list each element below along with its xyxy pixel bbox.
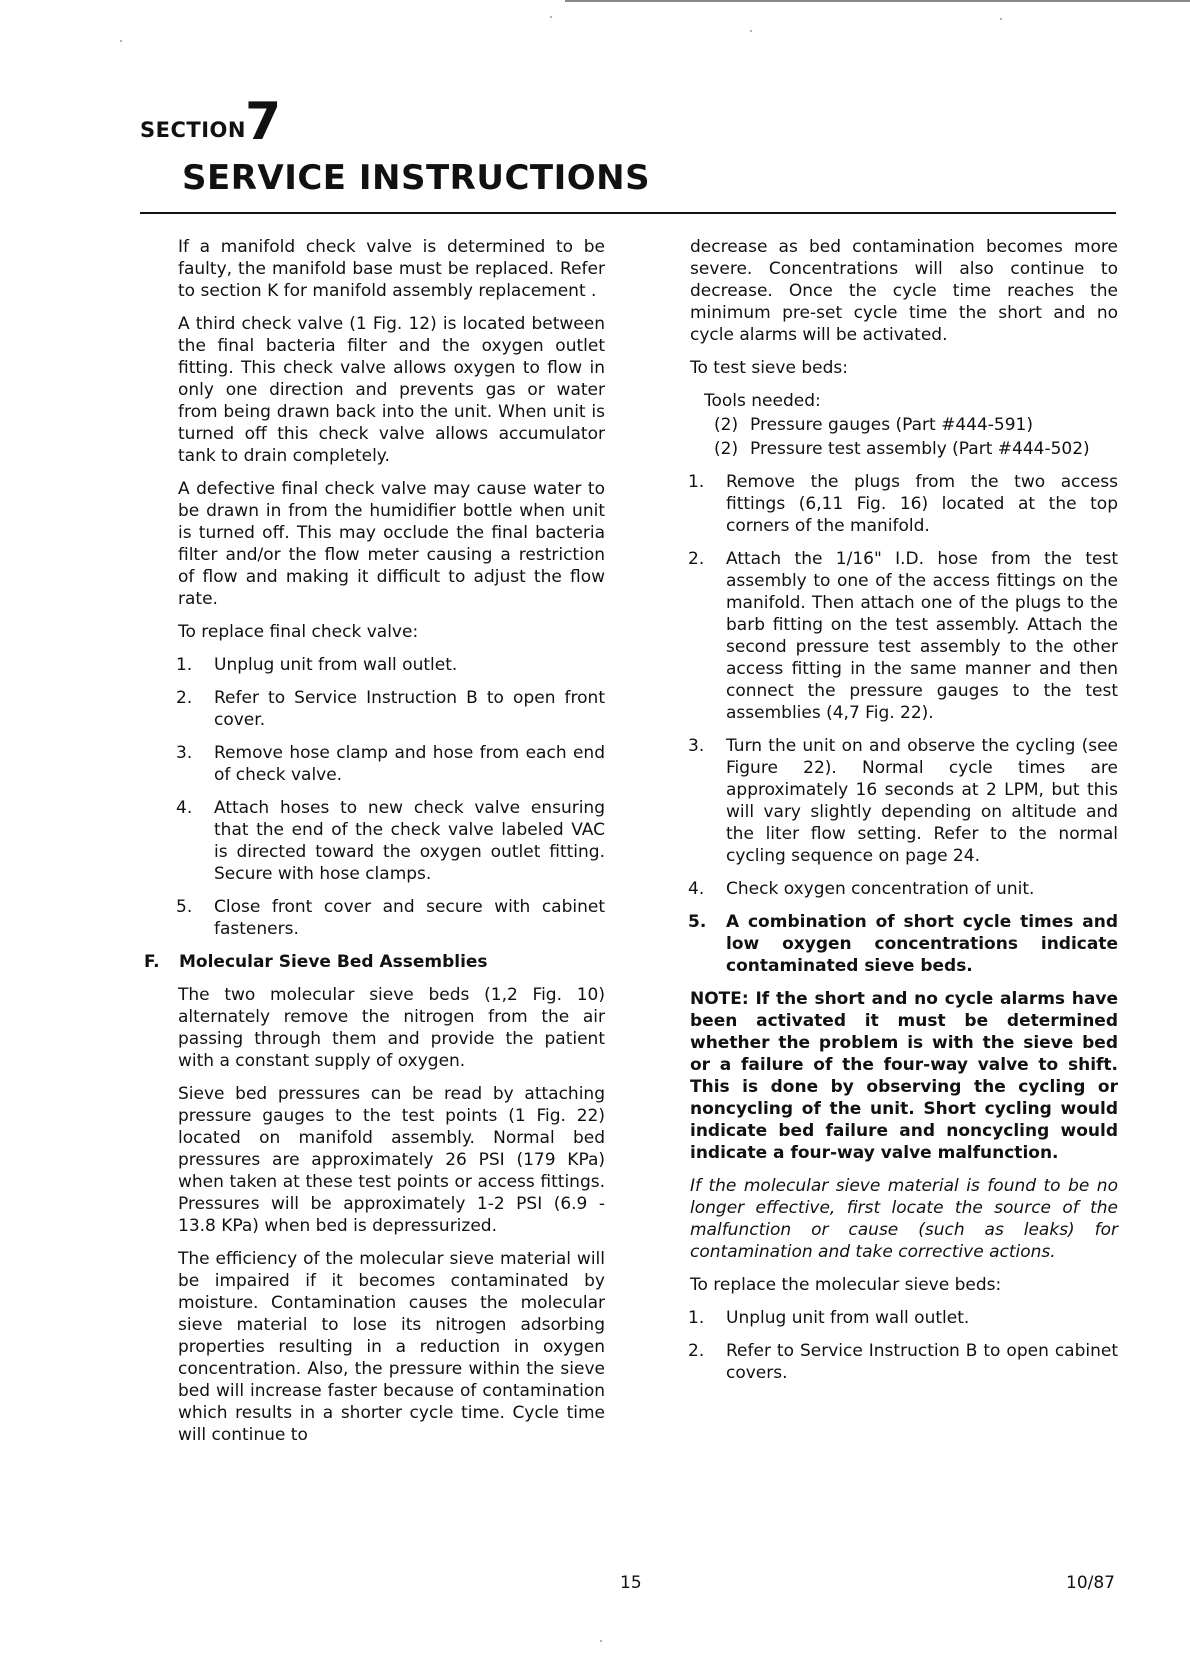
procedure-intro: To replace final check valve: [178,622,419,642]
list-item [690,911,1118,977]
procedure-intro: To test sieve beds: [690,358,848,378]
list-item [690,548,1118,724]
list-item [690,1340,1118,1384]
paragraph: A third check valve (1 Fig. 12) is located between the final bacteria filter and the oxygen outlet fitting. This check valve allows oxygen to flow in only one direction and prevents gas or water from being drawn back into the unit. When unit is turned off this check valve allows accumulator tank to drain completely. [178,314,605,466]
scan-speck [750,30,752,32]
scan-edge-line [565,0,1190,2]
subsection-title: Molecular Sieve Bed Assemblies [179,952,488,972]
paragraph: Sieve bed pressures can be read by attaching pressure gauges to the test points (1 Fig. 22) located on manifold assembly. Normal bed pressures are approximately 26 PSI (179 KPa) when taken at these test points or access fittings. Pressures will be approximately 1-2 PSI (6.9 - 13.8 KPa) when bed is depressurized. [178,1084,605,1236]
list-item [178,654,605,676]
list-item [178,687,605,731]
step-number: 1. [688,1308,705,1328]
procedure-intro: To replace the molecular sieve beds: [690,1275,1002,1295]
list-item [690,471,1118,537]
step-number: 4. [688,879,705,899]
page-number: 15 [620,1573,642,1593]
list-item [690,735,1118,867]
step-text: Turn the unit on and observe the cycling (see Figure 22). Normal cycle times are approximately 16 seconds at 2 LPM, but this will vary slightly depending on altitude and the liter flow setting. Refer to the normal cycling sequence on page 24. [726,736,1118,866]
header-divider [140,212,1116,214]
section-label: SECTION [140,118,246,142]
tool-item [714,438,1118,460]
tool-name: Pressure gauges (Part #444-591) [750,415,1033,435]
tool-name: Pressure test assembly (Part #444-502) [750,439,1090,459]
scan-speck [120,40,122,42]
tool-quantity: (2) [714,439,739,459]
step-text: Attach hoses to new check valve ensuring that the end of the check valve labeled VAC is directed toward the oxygen outlet fitting. Secure with hose clamps. [214,798,605,884]
tools-label: Tools needed: [704,391,821,411]
revision-date: 10/87 [1066,1573,1115,1593]
step-number: 3. [688,736,705,756]
step-text: Remove hose clamp and hose from each end of check valve. [214,743,605,785]
step-number: 2. [176,688,193,708]
step-number: 3. [176,743,193,763]
page-title: SERVICE INSTRUCTIONS [182,158,651,198]
paragraph: decrease as bed contamination becomes more severe. Concentrations will also continue to decrease. Once the cycle time reaches the minimum pre-set cycle time the short and no cycle alarms will be activated. [690,237,1118,345]
step-text: Check oxygen concentration of unit. [726,879,1035,899]
scan-speck [600,1640,602,1642]
step-text: Close front cover and secure with cabinet fasteners. [214,897,605,939]
subsection-heading [144,951,605,973]
step-text: Unplug unit from wall outlet. [214,655,458,675]
step-number: 2. [688,549,705,569]
left-column [144,236,605,1457]
right-column [690,236,1118,1395]
step-number: 5. [176,897,193,917]
paragraph: If the molecular sieve material is found to be no longer effective, first locate the source of the malfunction or cause (such as leaks) for contamination and take corrective actions. [690,1176,1118,1262]
list-item [690,878,1118,900]
paragraph: The efficiency of the molecular sieve material will be impaired if it becomes contaminated by moisture. Contamination causes the molecular sieve material to lose its nitrogen adsorbing properties resulting in a reduction in oxygen concentration. Also, the pressure within the sieve bed will increase faster because of contamination which results in a shorter cycle time. Cycle time will continue to [178,1249,605,1445]
paragraph: A defective final check valve may cause water to be drawn in from the humidifier bottle when unit is turned off. This may occlude the final bacteria filter and/or the flow meter causing a restriction of flow and making it difficult to adjust the flow rate. [178,479,605,609]
step-text: Refer to Service Instruction B to open cabinet covers. [726,1341,1118,1383]
step-text: Remove the plugs from the two access fittings (6,11 Fig. 16) located at the top corners of the manifold. [726,472,1118,536]
list-item [178,742,605,786]
tool-item [714,414,1118,436]
step-number: 1. [688,472,705,492]
step-text: A combination of short cycle times and low oxygen concentrations indicate contaminated sieve beds. [726,912,1118,976]
paragraph: The two molecular sieve beds (1,2 Fig. 10) alternately remove the nitrogen from the air passing through them and provide the patient with a constant supply of oxygen. [178,985,605,1071]
step-text: Unplug unit from wall outlet. [726,1308,970,1328]
paragraph: If a manifold check valve is determined to be faulty, the manifold base must be replaced. Refer to section K for manifold assembly replacement . [178,237,605,301]
list-item [178,896,605,940]
step-number: 4. [176,798,193,818]
list-item [690,1307,1118,1329]
subsection-letter: F. [144,952,160,972]
list-item [178,797,605,885]
scan-speck [550,16,552,18]
tool-quantity: (2) [714,415,739,435]
section-number: 7 [245,92,282,152]
scan-speck [1000,18,1002,20]
step-number: 2. [688,1341,705,1361]
step-text: Attach the 1/16" I.D. hose from the test assembly to one of the access fittings on the manifold. Then attach one of the plugs to the barb fitting on the test assembly. Attach the second pressure test assembly to the other access fitting in the same manner and then connect the pressure gauges to the test assemblies (4,7 Fig. 22). [726,549,1118,723]
note-callout: NOTE: If the short and no cycle alarms have been activated it must be determined whether the problem is with the sieve bed or a failure of the four-way valve to shift. This is done by observing the cycling or noncycling of the unit. Short cycling would indicate bed failure and noncycling would indicate a four-way valve malfunction. [690,989,1118,1163]
step-number: 1. [176,655,193,675]
step-number: 5. [688,912,707,932]
step-text: Refer to Service Instruction B to open front cover. [214,688,605,730]
